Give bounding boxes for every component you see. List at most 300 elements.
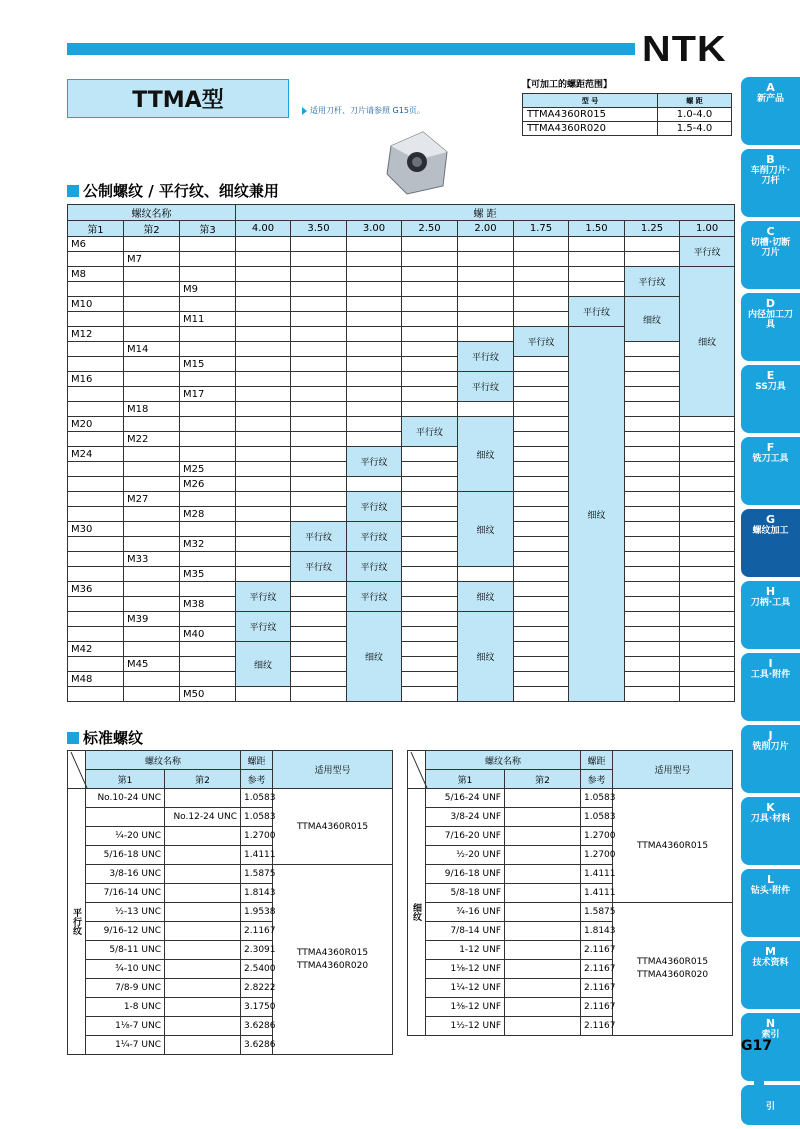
empty-cell [291,312,347,327]
parallel-thread-cell: 平行纹 [458,372,514,402]
page-title: TTMA型 [67,79,289,118]
empty-cell [402,552,458,567]
page-accent-bar [754,1057,764,1091]
thread-name-cell [180,447,236,462]
thread-name-cell [180,342,236,357]
thread-name-cell [180,657,236,672]
empty-cell [291,627,347,642]
table-row [68,267,735,282]
thread-name-cell [68,537,124,552]
empty-cell [514,282,569,297]
model-name: TTMA4360R020 [636,970,709,980]
model-name: TTMA4360R015 [636,957,709,967]
group-label: 细纹 [408,789,426,1036]
tab-label: 切槽·切断刀片 [750,238,791,258]
tab-label: 钻头·附件 [750,886,791,896]
parallel-thread-cell: 平行纹 [236,582,291,612]
thread-name-cell [505,979,581,998]
empty-cell [402,462,458,477]
model-cell [613,903,733,1036]
thread-name-cell [505,827,581,846]
pitch-3-00: 3.00 [347,221,402,237]
parallel-thread-cell: 平行纹 [402,417,458,447]
empty-cell [458,252,514,267]
pitch-range-box [522,77,732,136]
thread-name-cell [124,672,180,687]
header-series-1: 第1 [86,770,165,789]
thread-name-cell [124,372,180,387]
thread-name-cell [165,941,241,960]
header-series-1: 第1 [68,221,124,237]
thread-name-cell [165,846,241,865]
tab-label: 铣削刀片 [752,742,789,752]
range-value: 1.0-4.0 [658,108,732,122]
header-pitch: 螺 距 [236,205,735,221]
thread-name-cell: M48 [68,672,124,687]
thread-name-cell [180,522,236,537]
thread-name-cell: M24 [68,447,124,462]
tab-label: 铣刀工具 [752,454,789,464]
thread-name-cell [180,672,236,687]
empty-cell [514,372,569,387]
tab-label: 刀具·材料 [750,814,791,824]
model-cell: TTMA4360R015 [613,789,733,903]
pitch-2-50: 2.50 [402,221,458,237]
standard-thread-table-right [407,750,733,1036]
thread-name-cell: 5/8-18 UNF [426,884,505,903]
empty-cell [236,327,291,342]
pitch-cell: 1.4111 [581,884,613,903]
empty-cell [347,342,402,357]
model-name: TTMA4360R020 [296,960,369,971]
empty-cell [236,237,291,252]
empty-cell [680,477,735,492]
empty-cell [236,357,291,372]
table-row [68,567,735,582]
thread-name-cell [505,922,581,941]
pitch-cell: 2.1167 [581,979,613,998]
pitch-cell: 2.1167 [241,922,273,941]
empty-cell [291,267,347,282]
empty-cell [347,387,402,402]
fine-thread-cell: 细纹 [458,417,514,492]
thread-name-cell [124,537,180,552]
index-tab[interactable] [741,509,800,577]
index-tab[interactable] [741,437,800,505]
thread-name-cell: 9/16-12 UNC [86,922,165,941]
empty-cell [347,267,402,282]
empty-cell [680,492,735,507]
empty-cell [347,357,402,372]
index-tab[interactable] [741,653,800,721]
empty-cell [680,582,735,597]
table-row [68,492,735,507]
pitch-cell: 2.8222 [241,979,273,998]
index-tab[interactable] [741,869,800,937]
thread-name-cell [165,865,241,884]
thread-name-cell: 1¼-12 UNF [426,979,505,998]
thread-name-cell [68,552,124,567]
empty-cell [347,402,402,417]
thread-name-cell [180,492,236,507]
tab-label: 工具·附件 [750,670,791,680]
pitch-cell: 3.6286 [241,1017,273,1036]
empty-cell [625,567,680,582]
empty-cell [680,657,735,672]
thread-name-cell [180,237,236,252]
range-header-pitch: 螺 距 [658,94,732,108]
thread-name-cell: M9 [180,282,236,297]
empty-cell [347,252,402,267]
index-tab[interactable] [741,941,800,1009]
empty-cell [402,687,458,702]
empty-cell [291,372,347,387]
pitch-cell: 1.0583 [241,789,273,808]
table-row [68,357,735,372]
parallel-thread-cell: 平行纹 [680,237,735,267]
thread-name-cell [165,998,241,1017]
fine-thread-cell: 细纹 [625,297,680,342]
thread-name-cell: ¼-20 UNC [86,827,165,846]
table-row [68,627,735,642]
tab-label: 新产品 [756,94,784,104]
thread-name-cell: 7/8-9 UNC [86,979,165,998]
empty-cell [680,672,735,687]
empty-cell [402,447,458,462]
thread-name-cell [180,402,236,417]
header-pitch: 螺距 [581,751,613,770]
empty-cell [402,477,458,492]
empty-cell [680,687,735,702]
index-tab[interactable] [741,725,800,793]
thread-name-cell [68,477,124,492]
pitch-2-00: 2.00 [458,221,514,237]
table-row [68,642,735,657]
thread-name-cell: 5/8-11 UNC [86,941,165,960]
table-row [68,597,735,612]
empty-cell [569,252,625,267]
sub-note-text: 适用刀杆、刀片请参照 G15页。 [310,106,425,115]
empty-cell [291,582,347,597]
thread-name-cell [505,903,581,922]
empty-cell [514,582,569,597]
parallel-thread-cell: 平行纹 [236,612,291,642]
empty-cell [458,297,514,312]
thread-name-cell: 1⅜-12 UNF [426,998,505,1017]
thread-name-cell [124,687,180,702]
tab-label: 刀柄·工具 [750,598,791,608]
empty-cell [291,342,347,357]
thread-name-cell: M27 [124,492,180,507]
section-metric [67,180,279,201]
thread-name-cell [68,402,124,417]
empty-cell [402,597,458,612]
empty-cell [514,447,569,462]
empty-cell [236,252,291,267]
index-tab[interactable] [741,581,800,649]
tab-letter: C [766,225,775,238]
empty-cell [236,462,291,477]
empty-cell [680,522,735,537]
thread-name-cell: M33 [124,552,180,567]
empty-cell [402,297,458,312]
pitch-cell: 2.3091 [241,941,273,960]
section-title: 标准螺纹 [83,729,144,747]
tab-letter: I [768,657,773,670]
empty-cell [402,567,458,582]
index-tab[interactable] [741,797,800,865]
pitch-cell: 2.5400 [241,960,273,979]
pitch-1-25: 1.25 [625,221,680,237]
table-row [68,402,735,417]
thread-name-cell: M12 [68,327,124,342]
empty-cell [680,462,735,477]
thread-name-cell: M6 [68,237,124,252]
tab-label: 螺纹加工 [752,526,789,536]
empty-cell [402,327,458,342]
empty-cell [402,252,458,267]
range-model: TTMA4360R020 [523,122,658,136]
table-row [68,552,735,567]
thread-name-cell [180,642,236,657]
parallel-thread-cell: 平行纹 [625,267,680,297]
index-tab[interactable] [741,221,800,289]
thread-name-cell [165,1017,241,1036]
square-icon [67,185,79,197]
empty-cell [625,417,680,432]
pitch-4-00: 4.00 [236,221,291,237]
metric-thread-table [67,204,735,702]
section-standard [67,727,143,748]
thread-name-cell [505,808,581,827]
tab-label: 索引 [761,1030,780,1040]
thread-name-cell: M50 [180,687,236,702]
header-model: 适用型号 [613,751,733,789]
empty-cell [680,612,735,627]
thread-name-cell: M30 [68,522,124,537]
empty-cell [291,642,347,657]
empty-cell [402,627,458,642]
index-tab[interactable] [741,149,800,217]
fine-thread-cell: 细纹 [236,642,291,687]
thread-name-cell: 7/16-20 UNF [426,827,505,846]
thread-name-cell [165,789,241,808]
tab-label: 内径加工刀具 [747,310,793,330]
thread-name-cell: M17 [180,387,236,402]
empty-cell [291,462,347,477]
tab-label: 车削刀片·刀杆 [750,166,791,186]
empty-cell [402,612,458,627]
empty-cell [514,417,569,432]
pitch-cell: 1.2700 [241,827,273,846]
model-cell: TTMA4360R015 [273,789,393,865]
thread-name-cell [68,387,124,402]
pitch-cell: 1.8143 [241,884,273,903]
empty-cell [236,372,291,387]
thread-name-cell: M18 [124,402,180,417]
page-number: G17 [741,1038,772,1054]
empty-cell [291,612,347,627]
empty-cell [402,522,458,537]
empty-cell [680,597,735,612]
thread-name-cell [180,267,236,282]
thread-name-cell: ¾-16 UNF [426,903,505,922]
index-tab[interactable] [741,1085,800,1125]
empty-cell [625,237,680,252]
thread-name-cell: 7/16-14 UNC [86,884,165,903]
thread-name-cell [68,507,124,522]
model-name: TTMA4360R015 [296,947,369,958]
pitch-cell: 2.1167 [581,941,613,960]
header-reference: 参考 [581,770,613,789]
table-row [68,672,735,687]
tab-letter: H [765,585,776,598]
empty-cell [347,312,402,327]
thread-name-cell [68,627,124,642]
thread-name-cell [68,312,124,327]
table-row [68,387,735,402]
empty-cell [347,477,402,492]
empty-cell [291,492,347,507]
thread-name-cell [165,922,241,941]
thread-name-cell [68,432,124,447]
empty-cell [291,327,347,342]
empty-cell [291,597,347,612]
empty-cell [680,432,735,447]
range-caption: 【可加工的螺距范围】 [522,80,613,90]
pitch-cell: 1.9538 [241,903,273,922]
header-series-2: 第2 [124,221,180,237]
empty-cell [625,657,680,672]
empty-cell [514,267,569,282]
insert-image [383,130,453,196]
pitch-cell: 3.6286 [241,1036,273,1055]
standard-thread-table-left [67,750,393,1055]
thread-name-cell [505,941,581,960]
top-accent-bar [67,43,635,55]
thread-name-cell: M28 [180,507,236,522]
empty-cell [291,477,347,492]
thread-name-cell [124,462,180,477]
table-row [68,477,735,492]
empty-cell [514,522,569,537]
section-title: 公制螺纹 / 平行纹、细纹兼用 [83,182,279,200]
table-row [68,297,735,312]
empty-cell [236,267,291,282]
empty-cell [680,507,735,522]
square-icon [67,732,79,744]
parallel-thread-cell: 平行纹 [347,582,402,612]
index-tab[interactable] [741,293,800,361]
pitch-cell: 2.1167 [581,1017,613,1036]
empty-cell [680,642,735,657]
sub-note [302,105,425,116]
empty-cell [236,522,291,537]
thread-name-cell [180,252,236,267]
empty-cell [236,477,291,492]
model-cell [273,865,393,1055]
thread-name-cell [124,282,180,297]
pitch-cell: 1.2700 [581,846,613,865]
thread-name-cell: M38 [180,597,236,612]
empty-cell [291,447,347,462]
thread-name-cell [180,612,236,627]
thread-name-cell [180,432,236,447]
empty-cell [625,612,680,627]
table-row [68,789,393,808]
thread-name-cell [124,237,180,252]
thread-name-cell: No.10-24 UNC [86,789,165,808]
thread-name-cell [68,252,124,267]
thread-name-cell [124,507,180,522]
thread-name-cell [124,327,180,342]
parallel-thread-cell: 平行纹 [569,297,625,327]
thread-name-cell: M8 [68,267,124,282]
fine-thread-cell: 细纹 [458,492,514,567]
parallel-thread-cell: 平行纹 [291,522,347,552]
thread-name-cell [124,297,180,312]
table-row [68,865,393,884]
thread-name-cell: 1¼-7 UNC [86,1036,165,1055]
empty-cell [625,432,680,447]
table-row [408,789,733,808]
empty-cell [291,432,347,447]
empty-cell [236,282,291,297]
empty-cell [291,237,347,252]
thread-name-cell [180,552,236,567]
empty-cell [514,507,569,522]
thread-name-cell [124,312,180,327]
empty-cell [402,372,458,387]
thread-name-cell: M16 [68,372,124,387]
thread-name-cell [124,267,180,282]
tab-label: SS刀具 [755,382,786,392]
empty-cell [625,477,680,492]
fine-thread-cell: 细纹 [680,267,735,417]
index-tab[interactable] [741,365,800,433]
empty-cell [514,687,569,702]
brand-logo: NTK [642,28,727,69]
empty-cell [402,672,458,687]
thread-name-cell: 9/16-18 UNF [426,865,505,884]
empty-cell [402,282,458,297]
empty-cell [347,432,402,447]
pitch-cell: 1.0583 [241,808,273,827]
table-row [68,372,735,387]
empty-cell [402,537,458,552]
parallel-thread-cell: 平行纹 [347,522,402,552]
tab-letter: N [765,1017,776,1030]
thread-name-cell: M32 [180,537,236,552]
thread-name-cell [505,1017,581,1036]
empty-cell [236,552,291,567]
thread-name-cell [68,612,124,627]
thread-name-cell: M20 [68,417,124,432]
empty-cell [236,402,291,417]
table-row [68,537,735,552]
thread-name-cell [124,522,180,537]
index-tab[interactable] [741,77,800,145]
thread-name-cell [124,357,180,372]
thread-name-cell [68,657,124,672]
tab-letter: D [765,297,776,310]
empty-cell [680,552,735,567]
table-row [68,237,735,252]
thread-name-cell [505,865,581,884]
thread-name-cell: M22 [124,432,180,447]
diagonal-line-icon [71,752,87,788]
empty-cell [514,642,569,657]
